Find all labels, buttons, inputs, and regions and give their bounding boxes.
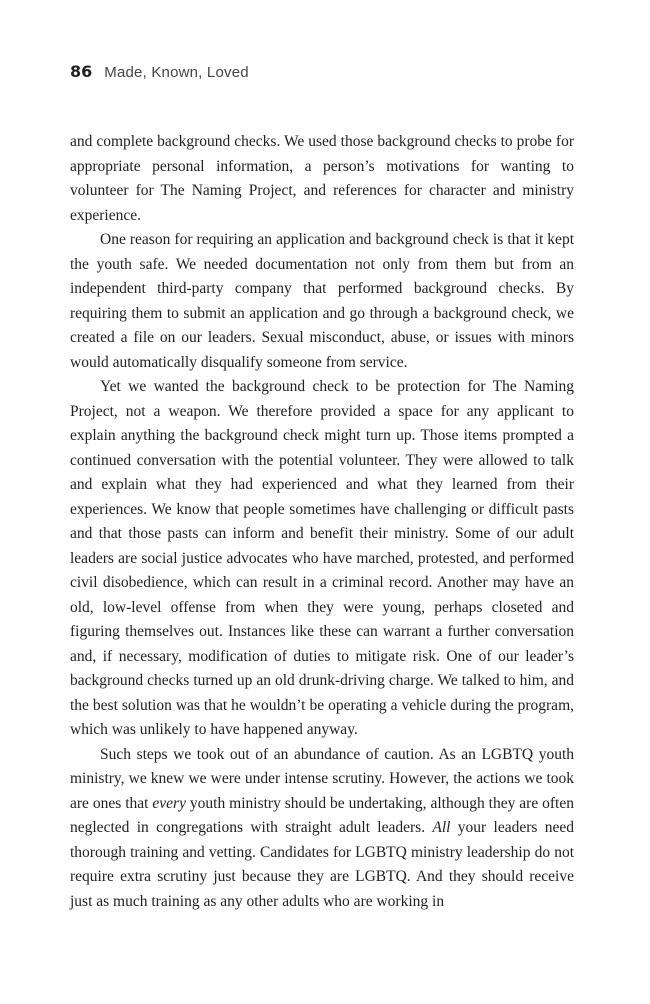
paragraph-4-part-3: your leaders need thorough training and vetting. Candidates for LGBTQ ministry leadership do not require extra scrutiny just because they are LGBTQ. And they should receive just as much training as any other adults who are working in (70, 819, 574, 910)
running-head: Made, Known, Loved (104, 64, 249, 81)
paragraph-2: One reason for requiring an application and background check is that it kept the youth safe. We needed documentation not only from them but from an independent third-party company that performed background checks. By requiring them to submit an application and go through a background check, we created a file on our leaders. Sexual misconduct, abuse, or issues with minors would automatically disqualify someone from service. (70, 231, 574, 371)
page-header (70, 62, 249, 81)
paragraph-4-part-2: youth ministry should be undertaking, although they are often neglected in congregations with straight adult leaders. (70, 794, 574, 836)
page-number: 86 (70, 62, 93, 81)
paragraph-4 (70, 743, 574, 915)
paragraph-4-part-1: Such steps we took out of an abundance of caution. As an LGBTQ youth ministry, we knew we were under intense scrutiny. However, the actions we took are ones that (70, 745, 574, 812)
paragraph-1: and complete background checks. We used those background checks to probe for appropriate personal information, a person’s motivations for wanting to volunteer for The Naming Project, and references for character and ministry experience. (70, 133, 574, 224)
emphasis-all: All (432, 819, 451, 836)
body-text (70, 130, 574, 914)
paragraph-3: Yet we wanted the background check to be protection for The Naming Project, not a weapon. We therefore provided a space for any applicant to explain anything the background check might turn up. Those items prompted a continued conversation with the potential volunteer. They were allowed to talk and explain what they had experienced and what they learned from their experiences. We know that people sometimes have challenging or difficult pasts and that those pasts can inform and benefit their ministry. Some of our adult leaders are social justice advocates who have marched, protested, and performed civil disobedience, which can result in a criminal record. Another may have an old, low-level offense from when they were young, perhaps closeted and figuring themselves out. Instances like these can warrant a further conversation and, if necessary, modification of duties to mitigate risk. One of our leader’s background checks turned up an old drunk-driving charge. We talked to him, and the best solution was that he wouldn’t be operating a vehicle during the program, which was unlikely to have happened anyway. (70, 378, 574, 738)
emphasis-every: every (152, 794, 186, 812)
